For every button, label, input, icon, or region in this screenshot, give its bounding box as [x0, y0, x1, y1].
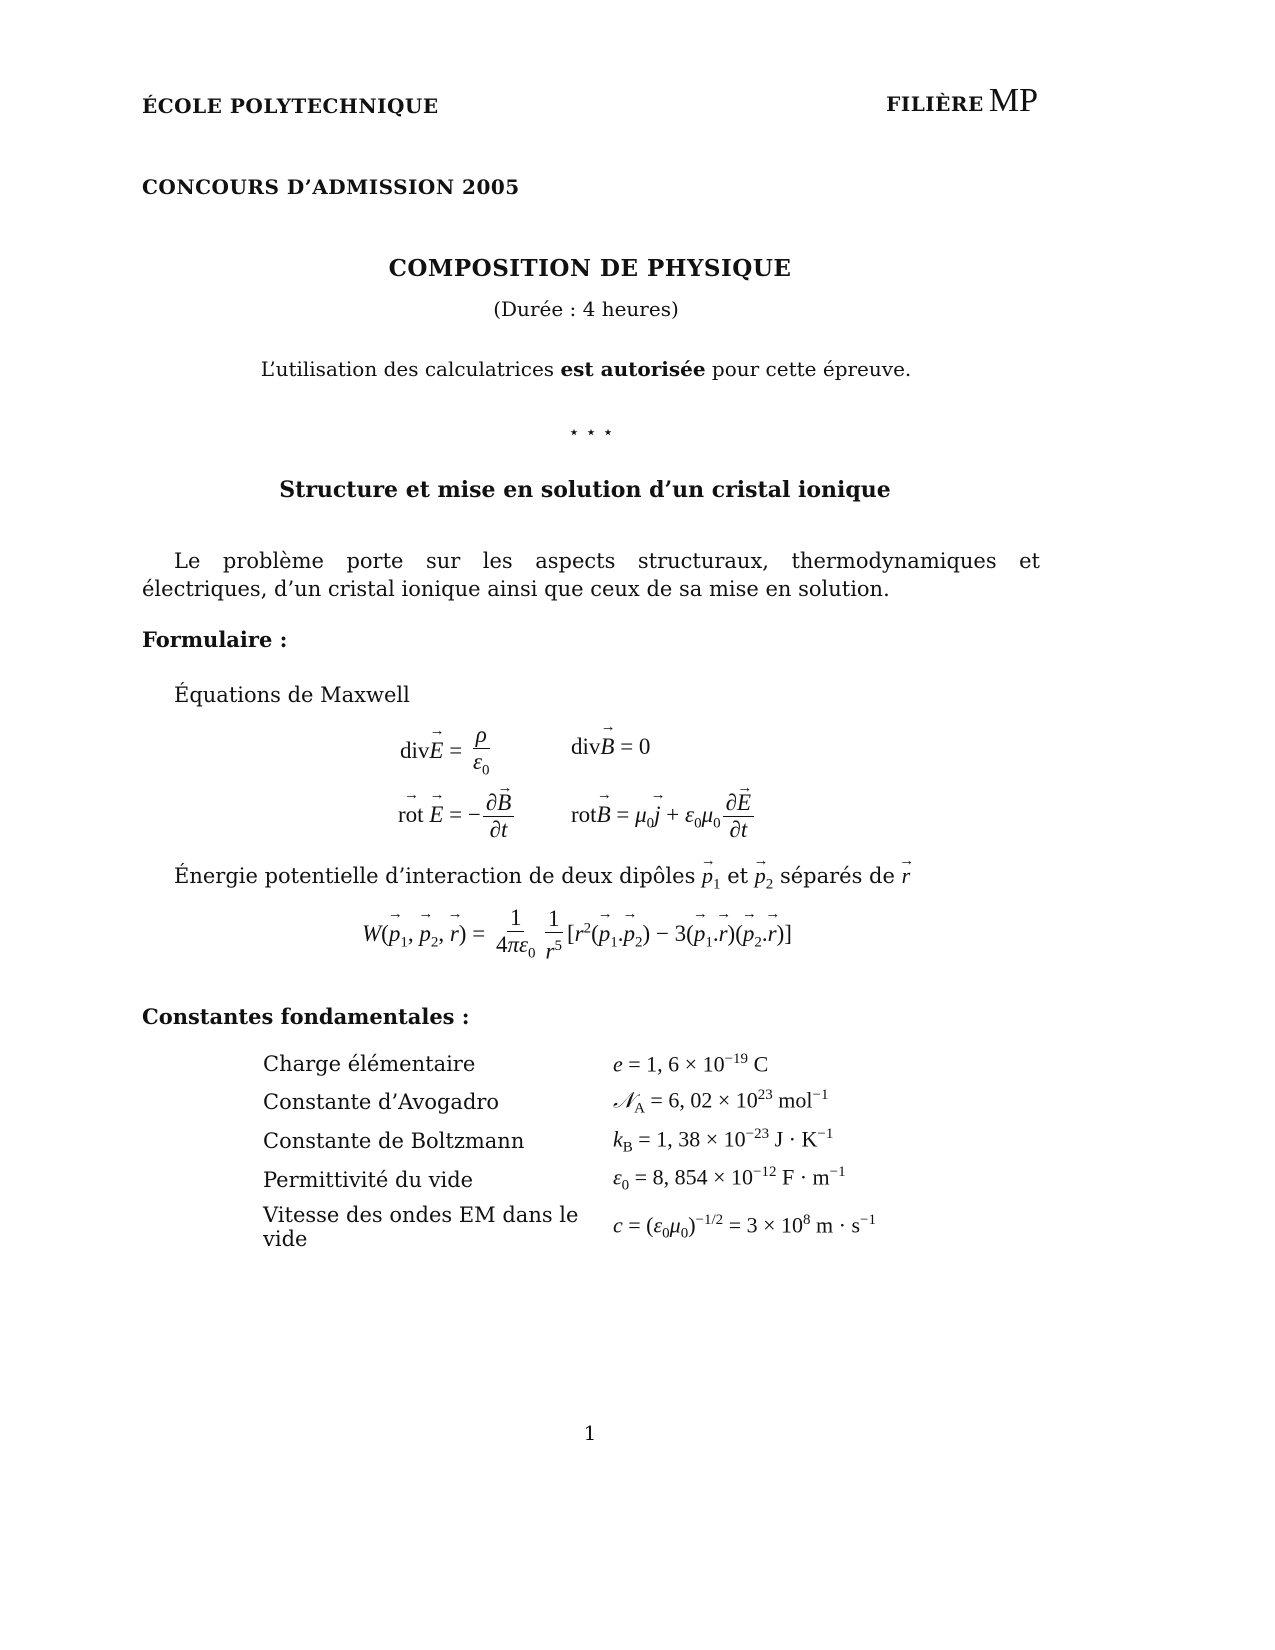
page-number: 1 — [583, 1421, 597, 1445]
constant-value: $c = (\varepsilon_0\mu_0)^{-1/2} = 3 \times 10^8$ $m \cdot s^{-1}$ — [613, 1211, 876, 1242]
separator-stars: ⋆ ⋆ ⋆ — [568, 422, 614, 443]
constant-row — [263, 1083, 876, 1122]
formulaire-heading: Formulaire : — [142, 627, 288, 652]
constant-label: Charge élémentaire — [263, 1052, 476, 1076]
page-title: COMPOSITION DE PHYSIQUE — [388, 255, 792, 282]
maxwell-ampere: $rot\to B = \mu_0\to j + \varepsilon_0\mu_0$ $\frac{\partial\to E}{\partial t}$ — [571, 790, 756, 843]
constant-row — [263, 1045, 876, 1083]
dipole-label: Énergie potentielle d’interaction de deux dipôles → $p_1$ et → $p_2$ séparés de → r — [174, 862, 910, 898]
maxwell-label: Équations de Maxwell — [174, 683, 410, 707]
school-name: ÉCOLE POLYTECHNIQUE — [142, 94, 439, 118]
constants-table — [263, 1045, 876, 1255]
subject-title: Structure et mise en solution d’un cristal ionique — [279, 477, 891, 503]
calc-text-after: pour cette épreuve. — [711, 357, 912, 381]
constant-value: e = 1, $6 \times 10^{-19}$ C — [613, 1050, 769, 1077]
intro-paragraph: Le problème porte sur les aspects structuraux, thermodynamiques et électriques, d’un cristal ionique ainsi que ceux de sa mise en solution. — [142, 549, 1040, 601]
constant-value: 𝒩$_A$ = 6, $02 \times 10^{23}$ mol$^{-1}$ — [613, 1087, 829, 1117]
filiere-label: FILIÈRE — [886, 92, 984, 116]
constant-row — [263, 1199, 876, 1255]
calc-text-bold: est autorisée — [560, 357, 706, 381]
filiere-code: MP — [988, 82, 1038, 119]
constants-heading: Constantes fondamentales : — [142, 1004, 470, 1029]
duration: (Durée : 4 heures) — [493, 297, 679, 321]
filiere — [886, 82, 1038, 120]
concours: CONCOURS D’ADMISSION 2005 — [142, 175, 520, 199]
calculator-note — [0, 357, 1172, 381]
constant-value: $k_B = 1$, $38 \times 10^{-23}$ $J \cdot K^{-1}$ — [613, 1125, 834, 1156]
calc-text-before: L’utilisation des calculatrices — [260, 357, 555, 381]
maxwell-gauss: div→ E = $\frac{\rho}{\varepsilon_0}$ — [400, 722, 495, 784]
constant-label: Constante de Boltzmann — [263, 1129, 525, 1154]
constant-row — [263, 1122, 876, 1161]
constant-row — [263, 1160, 876, 1199]
constant-label: Vitesse des ondes EM dans le vide — [263, 1203, 579, 1252]
maxwell-flux: div→ B = 0 — [571, 734, 650, 760]
constant-label: Permittivité du vide — [263, 1167, 474, 1192]
dipole-label-text: Énergie potentielle d’interaction de deux dipôles — [174, 864, 696, 888]
constant-label: Constante d’Avogadro — [263, 1090, 500, 1115]
dipole-formula: $W(\to p_1$, → $p_2$, → r) = $\frac{1}{4\pi\varepsilon_0}$ $\frac{1}{r^5}$ $[r^2(\to p_1.\to p_2) - 3(\to p_1.\to r)(\to p_2.\to r)]$ — [362, 905, 792, 967]
constant-value: $\varepsilon_0 = 8$, $854 \times 10^{-12}$ $F \cdot m^{-1}$ — [613, 1164, 846, 1195]
maxwell-faraday: → rot → E = − $\frac{\partial\to B}{\partial t}$ — [398, 790, 516, 843]
